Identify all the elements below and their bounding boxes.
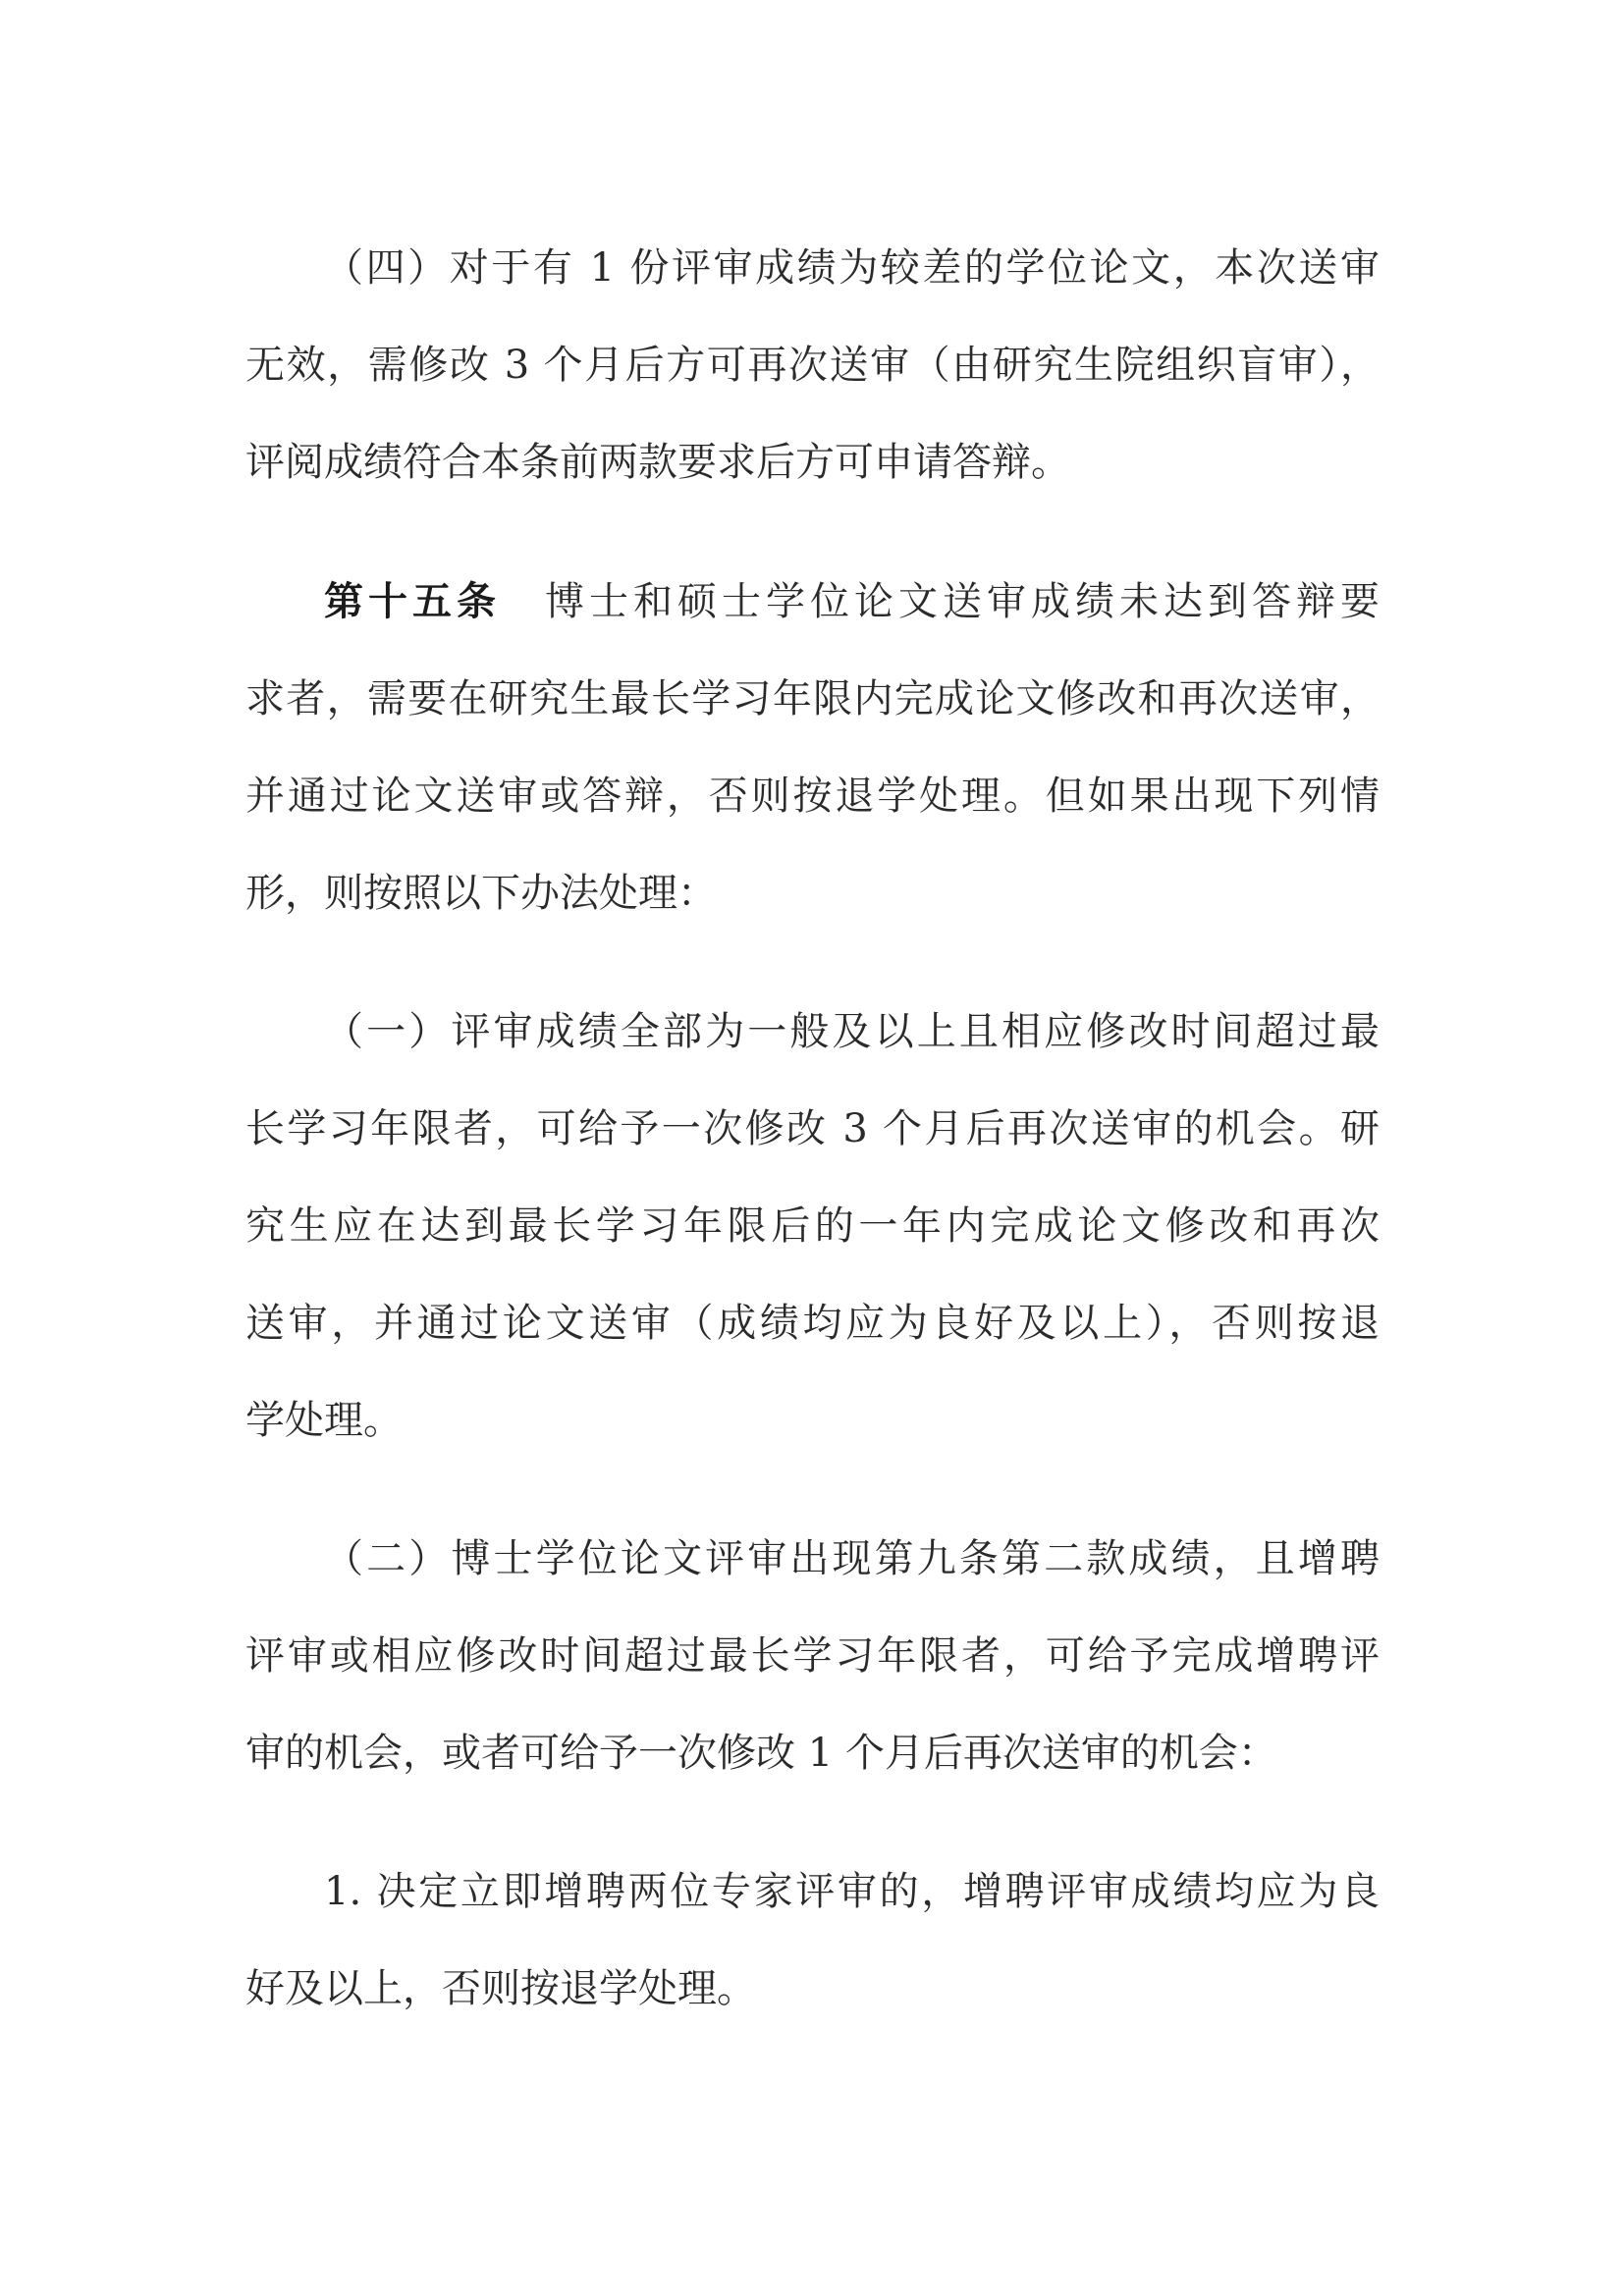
- text-line: 1. 决定立即增聘两位专家评审的，增聘评审成绩均应为良: [324, 1869, 1380, 1914]
- paragraph-article-15: [245, 553, 1380, 942]
- text-line: 长学习年限者，可给予一次修改 3 个月后再次送审的机会。研: [245, 1106, 1380, 1151]
- text-line: （四）对于有 1 份评审成绩为较差的学位论文，本次送审: [324, 245, 1380, 291]
- document-body: [245, 220, 1380, 2038]
- text-line: 审的机会，或者可给予一次修改 1 个月后再次送审的机会：: [245, 1731, 1277, 1776]
- text-line: 究生应在达到最长学习年限后的一年内完成论文修改和再次: [245, 1203, 1380, 1249]
- paragraph-clause-2: [245, 1511, 1380, 1802]
- text-line: （一）评审成绩全部为一般及以上且相应修改时间超过最: [324, 1009, 1380, 1054]
- text-line: 好及以上，否则按退学处理。: [245, 1966, 756, 2011]
- text-line: 无效，需修改 3 个月后方可再次送审（由研究生院组织盲审），: [245, 343, 1380, 388]
- paragraph-sub-item-1: [245, 1843, 1380, 2038]
- text-line: 形，则按照以下办法处理：: [245, 871, 717, 916]
- text-line: 求者，需要在研究生最长学习年限内完成论文修改和再次送审，: [245, 676, 1380, 721]
- text-line: 学处理。: [245, 1398, 403, 1443]
- article-number-bold: 第十五条: [324, 578, 501, 624]
- text-line: 评阅成绩符合本条前两款要求后方可申请答辩。: [245, 440, 1070, 485]
- text-line: 送审，并通过论文送审（成绩均应为良好及以上），否则按退: [245, 1301, 1380, 1346]
- text-line: [245, 553, 1380, 651]
- text-segment: 博士和硕士学位论文送审成绩未达到答辩要: [501, 579, 1380, 624]
- text-line: 评审或相应修改时间超过最长学习年限者，可给予完成增聘评: [245, 1633, 1380, 1679]
- text-line: 并通过论文送审或答辩，否则按退学处理。但如果出现下列情: [245, 774, 1380, 819]
- paragraph-clause-4: [245, 220, 1380, 511]
- text-line: （二）博士学位论文评审出现第九条第二款成绩，且增聘: [324, 1536, 1380, 1581]
- paragraph-clause-1: [245, 984, 1380, 1469]
